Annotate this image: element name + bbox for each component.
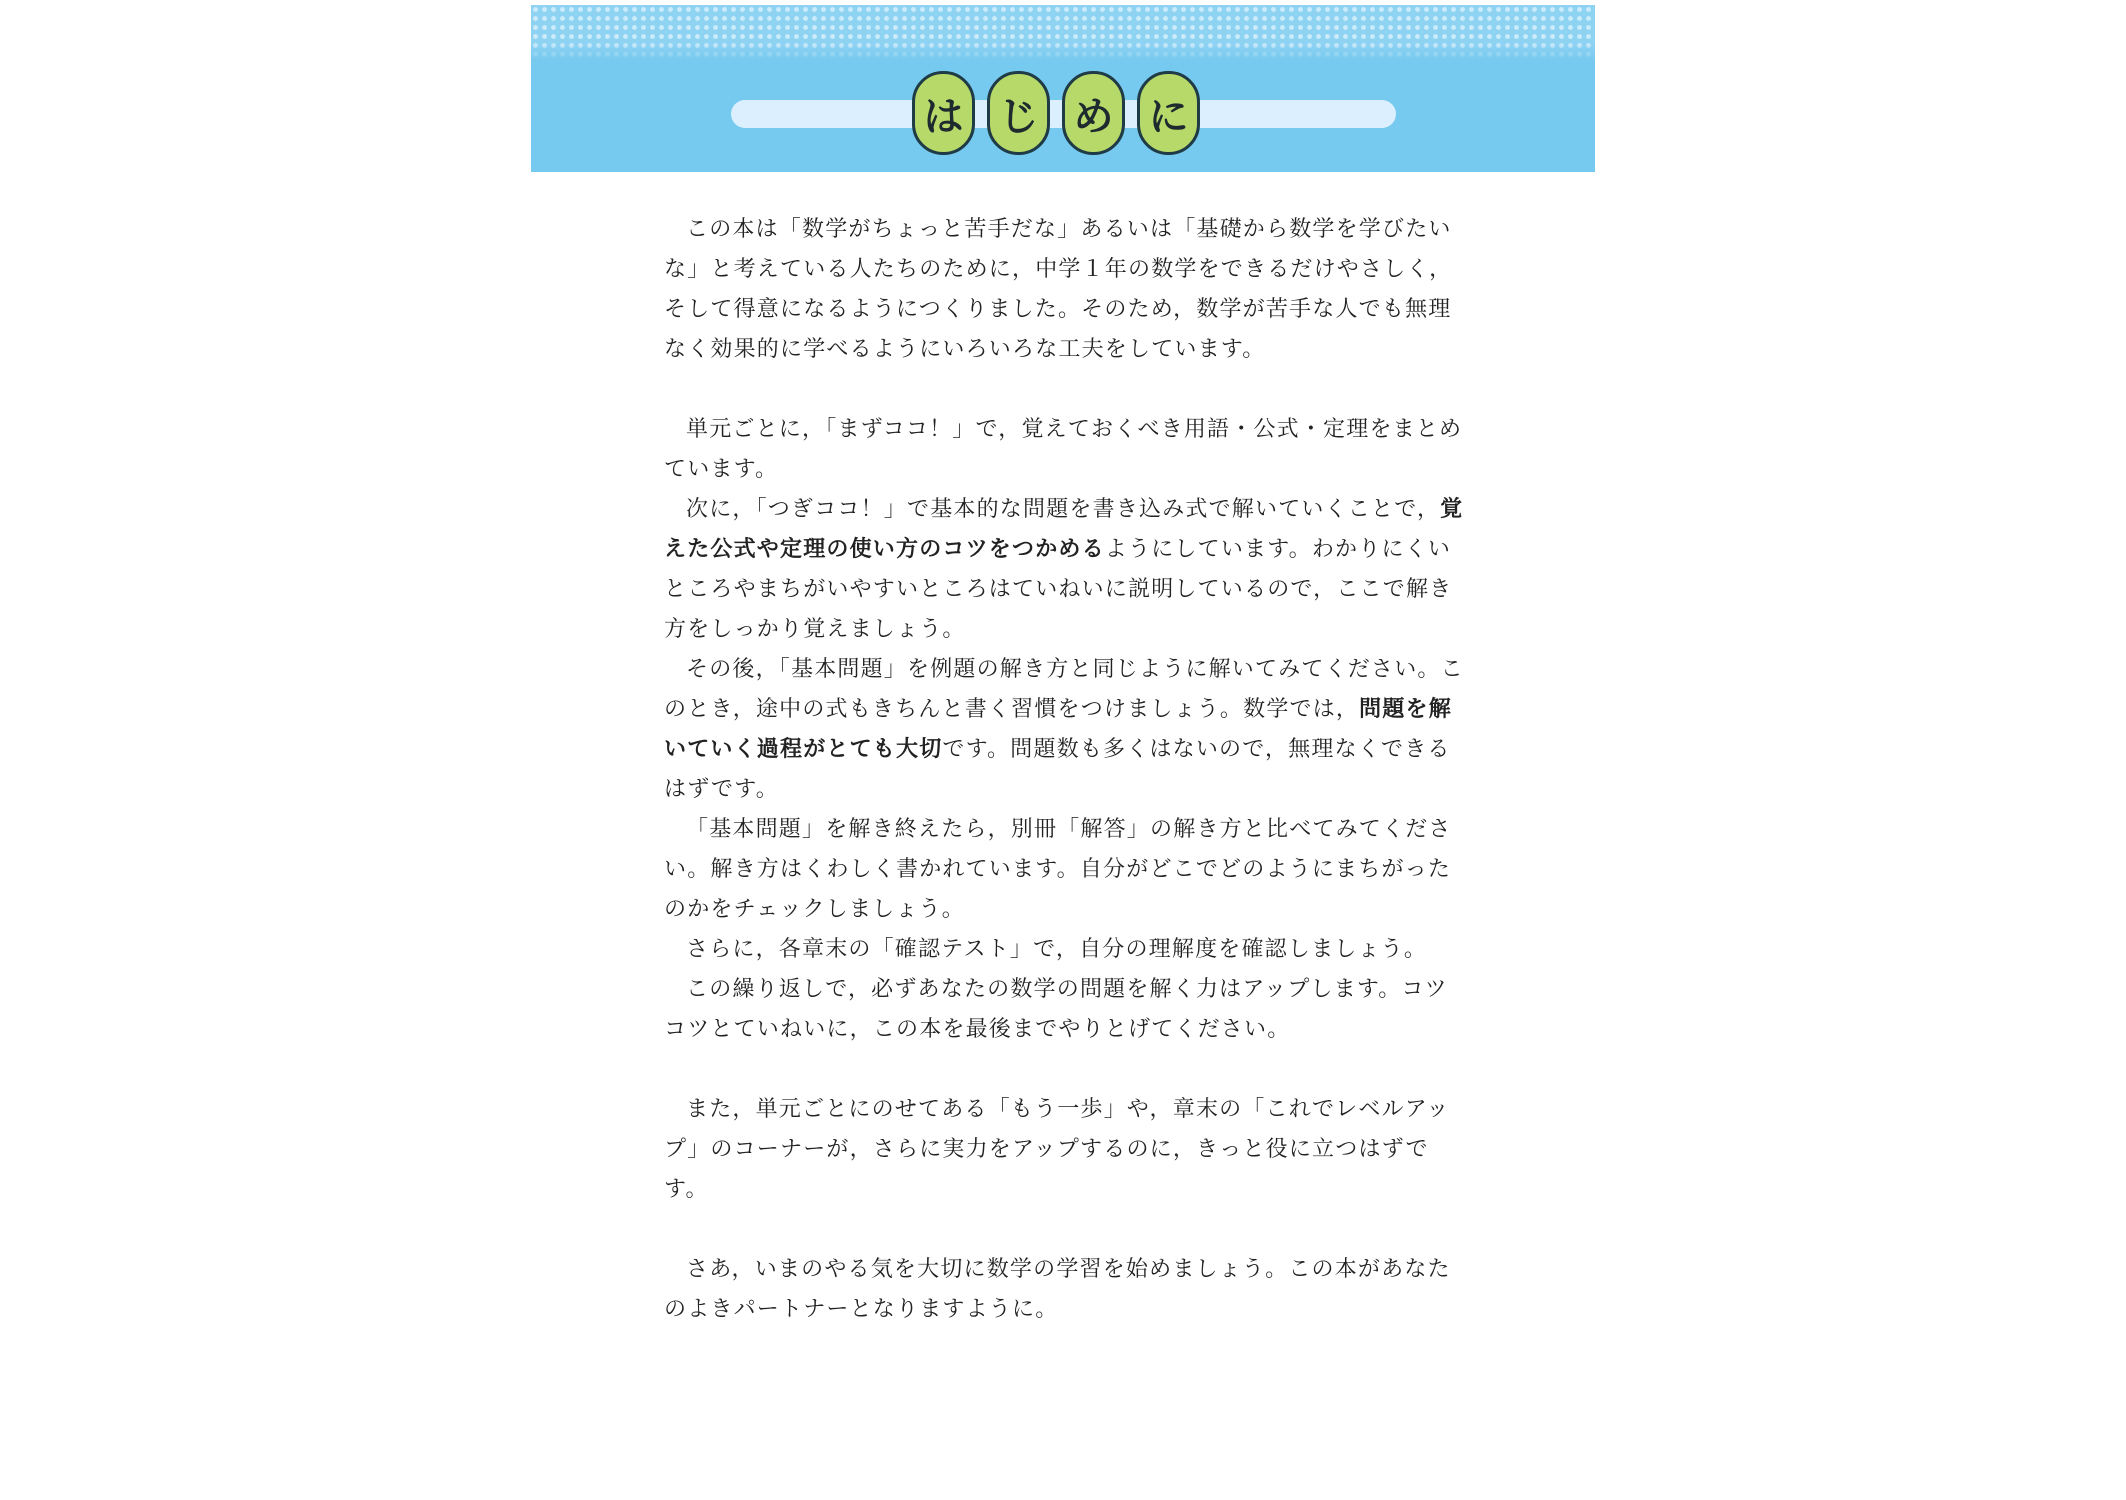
emphasis-text: 覚えた公式や定理の使い方のコツをつかめる [664, 497, 1464, 562]
paragraph-mazu-koko: 単元ごとに，「まずココ！」で，覚えておくべき用語・公式・定理をまとめています。 [664, 417, 1463, 482]
paragraph-text: です。問題数も多くはないので，無理なくできるはずです。 [664, 737, 1451, 802]
paragraph-text: ようにしています。わかりにくいところやまちがいやすいところはていねいに説明しているので，ここで解き方をしっかり覚えましょう。 [664, 537, 1453, 642]
paragraph-text: その後，「基本問題」を例題の解き方と同じように解いてみてください。このとき，途中の式もきちんと書く習慣をつけましょう。数学では， [664, 657, 1464, 722]
header-banner [531, 5, 1595, 172]
title-char: め [1062, 71, 1125, 155]
paragraph-tsugi-koko [664, 490, 1464, 650]
intro-text [664, 210, 1464, 1330]
paragraph-kakunin-test: さらに，各章末の「確認テスト」で，自分の理解度を確認しましょう。 [686, 937, 1428, 962]
title-char: に [1137, 71, 1200, 155]
emphasis-text: 問題を解いていく過程がとても大切 [664, 697, 1452, 762]
paragraph-kihon-mondai [664, 650, 1464, 810]
paragraph-spacer [664, 1210, 1464, 1250]
title-char: は [912, 71, 975, 155]
paragraph-closing: さあ，いまのやる気を大切に数学の学習を始めましょう。この本があなたのよきパートナーとなりますように。 [664, 1257, 1451, 1322]
title-char: じ [987, 71, 1050, 155]
paragraph-repetition: この繰り返しで，必ずあなたの数学の問題を解く力はアップします。コツコツとていねいに，この本を最後までやりとげてください。 [664, 977, 1448, 1042]
paragraph-spacer [664, 370, 1464, 410]
paragraph-spacer [664, 1050, 1464, 1090]
page-title [912, 71, 1200, 155]
paragraph-text: 次に，「つぎココ！」で基本的な問題を書き込み式で解いていくことで， [686, 497, 1441, 522]
header-dot-pattern [531, 5, 1595, 61]
paragraph-intro: この本は「数学がちょっと苦手だな」あるいは「基礎から数学を学びたいな」と考えている人たちのために，中学１年の数学をできるだけやさしく，そして得意になるようにつくりました。そのため，数学が苦手な人でも無理なく効果的に学べるようにいろいろな工夫をしています。 [664, 217, 1453, 362]
paragraph-level-up: また，単元ごとにのせてある「もう一歩」や，章末の「これでレベルアップ」のコーナーが，さらに実力をアップするのに，きっと役に立つはずです。 [664, 1097, 1450, 1202]
paragraph-kaitou: 「基本問題」を解き終えたら，別冊「解答」の解き方と比べてみてください。解き方はくわしく書かれています。自分がどこでどのようにまちがったのかをチェックしましょう。 [664, 817, 1452, 922]
